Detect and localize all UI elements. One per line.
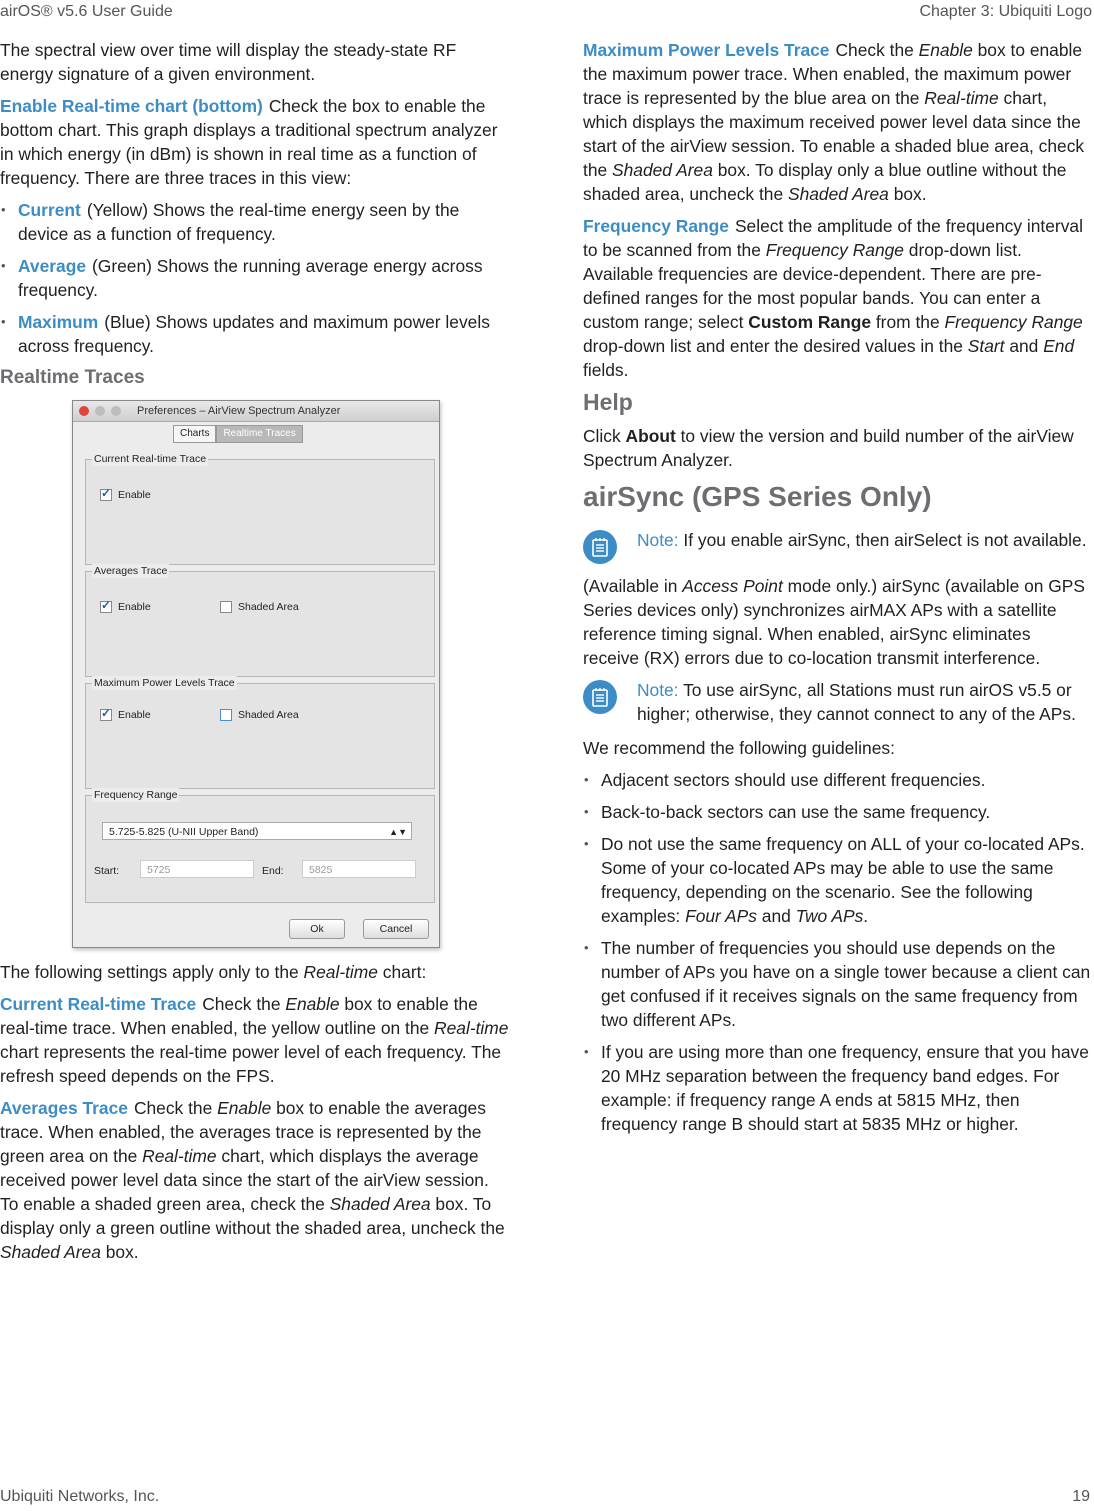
footer-page-number: 19 [1072,1488,1090,1505]
list-item: • Maximum (Blue) Shows updates and maximum power levels across frequency. [0,310,510,358]
averages-enable-checkbox[interactable]: ✓ Enable [100,600,151,614]
trace-list [0,198,510,358]
list-item: • Do not use the same frequency on ALL of your co-located APs. Some of your co-located APs may be able to use the same frequency, depending on the scenario. See the following examples: Four APs and Two APs. [583,832,1091,928]
maximum-shaded-checkbox[interactable]: Shaded Area [220,708,299,722]
select-arrows-icon: ▲▼ [389,827,407,837]
checkbox-focused-icon [220,709,232,721]
current-enable-checkbox[interactable]: ✓ Enable [100,488,151,502]
left-column [0,38,510,1272]
tab-charts[interactable]: Charts [173,425,216,443]
help-heading: Help [583,389,633,415]
recommend-paragraph: We recommend the following guidelines: [583,738,895,758]
averages-trace-group: Averages Trace ✓ Enable Shaded Area [85,571,435,677]
note-icon [583,530,617,564]
checkbox-empty-icon [220,601,232,613]
tab-realtime-traces[interactable]: Realtime Traces [216,425,302,443]
enable-realtime-paragraph: Enable Real-time chart (bottom) Check the box to enable the bottom chart. This graph displays a traditional spectrum analyzer in which energy (in dBm) is shown in real time as a function of frequency. There are three traces in this view: [0,96,498,188]
airsync-paragraph: (Available in Access Point mode only.) airSync (available on GPS Series devices only) synchronizes airMAX APs with a satellite reference timing signal. When enabled, airSync eliminates receive (RX) errors due to co-location transmit interference. [583,576,1086,668]
realtime-traces-heading: Realtime Traces [0,367,145,388]
note-icon [583,680,617,714]
current-trace-group: Current Real-time Trace ✓ Enable [85,459,435,565]
dialog-tabs [173,425,303,443]
start-label: Start: [94,865,120,877]
frequency-range-paragraph: Frequency Range Select the amplitude of the frequency interval to be scanned from the Frequency Range drop-down list. Available frequencies are device-dependent. There are pre-defined ranges for the most popular bands. You can enter a custom range; select Custom Range from the Frequency Range drop-down list and enter the desired values in the Start and End fields. [583,216,1083,380]
list-item: • Back-to-back sectors can use the same frequency. [583,800,1091,824]
after-screenshot-paragraph: The following settings apply only to the Real-time chart: [0,962,427,982]
current-trace-paragraph: Current Real-time Trace Check the Enable box to enable the real-time trace. When enabled, the yellow outline on the Real-time chart represents the real-time power level of each frequency. The refresh speed depends on the FPS. [0,994,509,1086]
header-chapter-title: Chapter 3: Ubiquiti Logo [919,3,1092,20]
list-item: • The number of frequencies you should use depends on the number of APs you have on a single tower because a client can get confused if it receives signals on the same frequency from two different APs. [583,936,1091,1032]
start-input[interactable]: 5725 [140,860,254,878]
dialog-titlebar [73,401,439,422]
guideline-list [583,768,1091,1136]
intro-paragraph: The spectral view over time will display the steady-state RF energy signature of a given environment. [0,40,457,84]
list-item: • Adjacent sectors should use different frequencies. [583,768,1091,792]
averages-trace-paragraph: Averages Trace Check the Enable box to enable the averages trace. When enabled, the averages trace is represented by the green area on the Real-time chart, which displays the average received power level data since the start of the airView session. To enable a shaded green area, check the Shaded Area box. To display only a green outline without the shaded area, uncheck the Shaded Area box. [0,1098,505,1262]
averages-shaded-checkbox[interactable]: Shaded Area [220,600,299,614]
list-item: • Average (Green) Shows the running average energy across frequency. [0,254,510,302]
zoom-window-icon [111,406,121,416]
list-item: • Current (Yellow) Shows the real-time energy seen by the device as a function of frequency. [0,198,510,246]
header-guide-title: airOS® v5.6 User Guide [0,3,173,20]
preferences-dialog-screenshot [72,400,440,948]
help-paragraph: Click About to view the version and build number of the airView Spectrum Analyzer. [583,426,1074,470]
frequency-range-group: Frequency Range 5.725-5.825 (U-NII Upper Band) ▲▼ Start: 5725 End: 5825 [85,795,435,903]
maximum-trace-group: Maximum Power Levels Trace ✓ Enable Shaded Area [85,683,435,789]
cancel-button[interactable]: Cancel [363,919,429,939]
dialog-title: Preferences – AirView Spectrum Analyzer [137,405,341,417]
end-label: End: [262,865,284,877]
end-input[interactable]: 5825 [302,860,416,878]
list-item: • If you are using more than one frequency, ensure that you have 20 MHz separation between the frequency band edges. For example: if frequency range A ends at 5815 MHz, then frequency range B should start at 5835 MHz or higher. [583,1040,1091,1136]
enable-realtime-label: Enable Real-time chart (bottom) [0,96,263,116]
max-trace-paragraph: Maximum Power Levels Trace Check the Enable box to enable the maximum power trace. When enabled, the maximum power trace is represented by the blue area on the Real-time chart, which displays the maximum received power level data since the start of the airView session. To enable a shaded blue area, check the Shaded Area box. To display only a blue outline without the shaded area, uncheck the Shaded Area box. [583,40,1085,204]
ok-button[interactable]: Ok [289,919,345,939]
note-airos-version: Note: To use airSync, all Stations must run airOS v5.5 or higher; otherwise, they cannot connect to any of the APs. [583,678,1091,726]
checkbox-checked-icon [100,489,112,501]
minimize-window-icon [95,406,105,416]
footer-company: Ubiquiti Networks, Inc. [0,1488,160,1505]
frequency-range-select[interactable]: 5.725-5.825 (U-NII Upper Band) ▲▼ [102,822,412,840]
close-window-icon [79,406,89,416]
note-airselect: Note: If you enable airSync, then airSelect is not available. [583,528,1091,564]
airsync-heading: airSync (GPS Series Only) [583,481,932,512]
checkbox-checked-icon [100,709,112,721]
checkbox-checked-icon [100,601,112,613]
maximum-enable-checkbox[interactable]: ✓ Enable [100,708,151,722]
right-column [583,38,1091,1144]
